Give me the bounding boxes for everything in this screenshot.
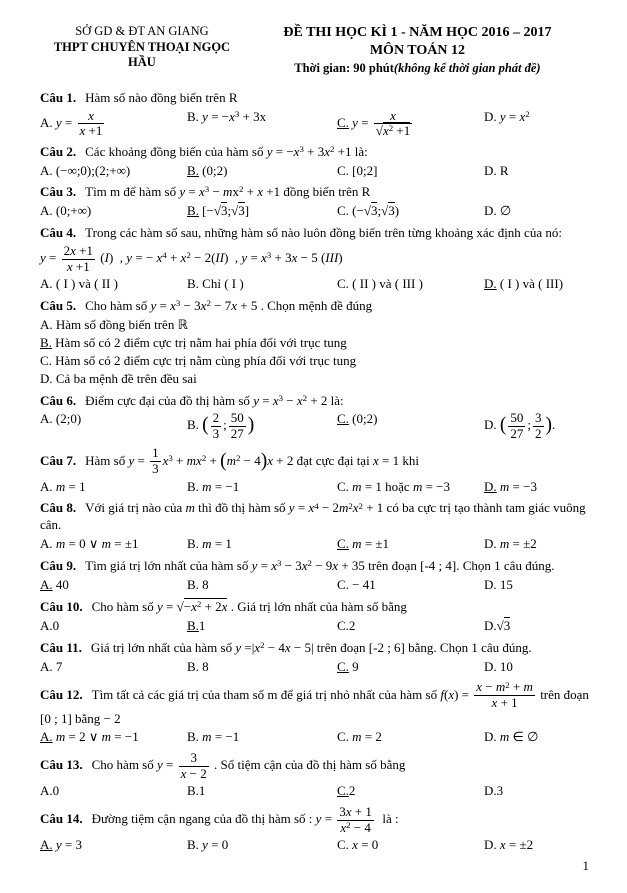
options: [40, 837, 591, 854]
option-letter: D.: [484, 417, 497, 433]
question-label: Câu 4.: [40, 225, 77, 241]
answer-option: [337, 837, 482, 854]
header-right-block: [244, 24, 591, 77]
answer-option: [484, 411, 591, 441]
answer-option: [484, 163, 591, 180]
header-left-block: [40, 24, 244, 77]
options: [40, 729, 591, 746]
answer-option: [40, 109, 185, 139]
question-line: [40, 144, 591, 161]
option-text: (2;0): [52, 411, 82, 427]
answer-option: [337, 783, 482, 800]
option-text: y = 3: [55, 837, 83, 853]
option-letter: B.: [187, 417, 199, 433]
answer-option: [484, 536, 591, 553]
option-letter: D.: [484, 577, 497, 593]
option-letter: B.: [187, 617, 199, 633]
option-text: 0: [52, 617, 60, 633]
answer-option: [40, 276, 185, 293]
option-text: Hàm số có 2 điểm cực trị nằm cùng phía đối với trục tung: [51, 352, 357, 368]
option-letter: D.: [484, 536, 497, 552]
options: [40, 317, 591, 388]
option-text: Hàm số có 2 điểm cực trị nằm hai phía đối với trục tung: [51, 334, 347, 350]
options: [40, 783, 591, 800]
option-text: $y = x^2$: [499, 108, 530, 124]
option-text: 15: [496, 577, 513, 593]
option-letter: B.: [187, 108, 199, 124]
option-text: Chỉ ( I ): [198, 276, 244, 292]
option-letter: A.: [40, 658, 53, 674]
option-letter: C.: [337, 203, 349, 219]
option-text: x = ±2: [499, 837, 534, 853]
question: [40, 90, 591, 139]
option-text: [0;2]: [348, 162, 378, 178]
option-letter: B.: [187, 729, 199, 745]
option-text: ( I ) và ( III): [496, 276, 564, 292]
question: [40, 446, 591, 495]
question: [40, 225, 591, 293]
school-name: THPT CHUYÊN THOẠI NGỌC HẦU: [53, 39, 231, 70]
option-text: y = $\frac{x}{√x^2 +1}$: [352, 107, 411, 139]
option-text: (0;2): [348, 411, 378, 427]
option-text: m = ±2: [499, 536, 537, 552]
option-letter: D.: [484, 658, 497, 674]
question-label: Câu 9.: [40, 558, 77, 574]
question-label: Câu 10.: [40, 598, 83, 614]
option-text: ∅: [496, 203, 512, 219]
answer-option: [40, 618, 185, 635]
option-text: (0;+∞): [52, 203, 92, 219]
option-text: 1: [198, 617, 206, 633]
answer-option: [337, 618, 482, 635]
question-text: Hàm số nào đồng biến trên R: [85, 89, 238, 105]
question-label: Câu 7.: [40, 452, 77, 468]
option-text: √3: [496, 617, 511, 633]
exam-duration: [244, 61, 591, 77]
options: [40, 203, 591, 220]
answer-option: [40, 536, 185, 553]
option-letter: A.: [40, 729, 53, 745]
answer-option: [187, 411, 335, 441]
options: [40, 618, 591, 635]
answer-option: [484, 479, 591, 496]
option-text: 9: [348, 658, 359, 674]
question: [40, 500, 591, 553]
option-text: m = −1: [202, 729, 240, 745]
question: [40, 599, 591, 635]
question-text: Các khoảng đồng biến của hàm số $y = -x^3 + 3x^2 +1$ là:: [85, 143, 368, 159]
option-text: − 41: [348, 577, 376, 593]
option-text: 8: [198, 658, 209, 674]
answer-option: [187, 163, 335, 180]
option-letter: A.: [40, 536, 53, 552]
option-letter: B.: [187, 276, 199, 292]
answer-option: [40, 837, 185, 854]
option-letter: C.: [337, 658, 349, 674]
answer-option: [484, 837, 591, 854]
question-text: Tìm giá trị lớn nhất của hàm số $y = x^3 - 3x^2 - 9x + 35$ trên đoạn [-4 ; 4]. Chọn 1 câu đúng.: [85, 558, 555, 574]
option-text: m = 0 ∨ m = ±1: [55, 536, 139, 552]
option-text: ( $\frac{2}{3}$ ; $\frac{50}{27}$ ): [202, 410, 255, 441]
question-label: Câu 3.: [40, 184, 77, 200]
option-letter: C.: [337, 536, 349, 552]
option-text: m = 2 ∨ m = −1: [55, 729, 139, 745]
answer-option: [484, 276, 591, 293]
options: [40, 577, 591, 594]
option-letter: D.: [484, 276, 497, 292]
option-text: (−√3;√3): [348, 203, 400, 219]
option-letter: C.: [337, 411, 349, 427]
question-label: Câu 12.: [40, 686, 83, 702]
answer-option: [187, 729, 335, 746]
question: [40, 184, 591, 220]
question: [40, 558, 591, 594]
option-letter: C.: [337, 162, 349, 178]
option-text: 3: [496, 783, 504, 799]
question-text: Với giá trị nào của m thì đồ thị hàm số $y = x^4 - 2m^2x^2 + 1$ có ba cực trị tạo thành tam giác vuông cân.: [40, 500, 586, 533]
page-number: 1: [582, 858, 589, 874]
question-text: Giá trị lớn nhất của hàm số $y =|x^2 - 4x - 5|$ trên đoạn [-2 ; 6] bằng. Chọn 1 câu đúng.: [90, 639, 532, 655]
option-letter: A.: [40, 316, 53, 332]
answer-option: [40, 659, 185, 676]
answer-option: [40, 577, 185, 594]
duration-note: (không kể thời gian phát đề): [393, 61, 541, 75]
option-text: m = 1: [202, 536, 232, 552]
question-line: [40, 90, 591, 107]
question-line: [40, 558, 591, 575]
answer-option: [40, 163, 185, 180]
option-text: ( $\frac{50}{27}$ ; $\frac{3}{2}$ ).: [499, 410, 556, 441]
question-line: [40, 184, 591, 201]
option-letter: C.: [337, 729, 349, 745]
option-letter: B.: [187, 658, 199, 674]
question: [40, 805, 591, 854]
option-letter: A.: [40, 478, 53, 494]
option-text: m ∈ ∅: [499, 729, 539, 745]
questions-list: [40, 90, 591, 855]
option-text: 2: [348, 617, 356, 633]
options: [40, 163, 591, 180]
answer-option: [337, 109, 482, 139]
option-letter: D.: [484, 783, 497, 799]
answer-option: [40, 371, 591, 388]
answer-option: [40, 729, 185, 746]
option-letter: B.: [187, 203, 199, 219]
question-label: Câu 6.: [40, 392, 77, 408]
answer-option: [187, 203, 335, 220]
option-text: y = $\frac{x}{x +1}$: [55, 107, 103, 139]
option-letter: D.: [484, 108, 497, 124]
option-text: $y = -x^3 + 3x$: [202, 108, 267, 124]
question-text: Cho hàm số y = $\frac{3}{x - 2}$ . Số tiệm cận của đồ thị hàm số bằng: [91, 750, 406, 781]
option-letter: A.: [40, 783, 53, 799]
answer-option: [40, 783, 185, 800]
option-text: ( II ) và ( III ): [348, 276, 423, 292]
option-text: y = 0: [202, 837, 229, 853]
duration-text: Thời gian: 90 phút: [294, 61, 394, 75]
answer-option: [484, 729, 591, 746]
question-formula: y = $\frac{2x +1}{x +1}$ (I) , y = − $x^4 + x^2 - 2(II)$ , $y = x^3 + 3x - 5$ (III): [40, 243, 343, 274]
options: [40, 276, 591, 293]
option-text: 8: [198, 577, 209, 593]
option-letter: C.: [337, 577, 349, 593]
option-letter: C.: [40, 352, 52, 368]
question-label: Câu 1.: [40, 89, 77, 105]
options: [40, 536, 591, 553]
options: [40, 411, 591, 441]
question-label: Câu 5.: [40, 298, 77, 314]
answer-option: [40, 353, 591, 370]
question-label: Câu 11.: [40, 639, 82, 655]
option-letter: A.: [40, 203, 53, 219]
answer-option: [337, 479, 482, 496]
answer-option: [187, 618, 335, 635]
option-text: 7: [52, 658, 63, 674]
answer-option: [40, 479, 185, 496]
option-text: 40: [52, 577, 69, 593]
answer-option: [187, 276, 335, 293]
question: [40, 680, 591, 746]
option-text: m = 1: [55, 478, 86, 494]
option-text: ( I ) và ( II ): [52, 276, 118, 292]
question-text: Cho hàm số $y = √-x^2 + 2x$ . Giá trị lớn nhất của hàm số bằng: [91, 598, 407, 614]
answer-option: [337, 276, 482, 293]
answer-option: [337, 411, 482, 441]
subject-title: MÔN TOÁN 12: [369, 42, 465, 58]
option-letter: D.: [40, 370, 53, 386]
option-letter: C.: [337, 478, 349, 494]
question: [40, 393, 591, 442]
question-text: Cho hàm số $y = x^3 - 3x^2 - 7x + 5$ . Chọn mệnh đề đúng: [85, 298, 373, 314]
option-letter: D.: [484, 837, 497, 853]
answer-option: [484, 659, 591, 676]
answer-option: [187, 479, 335, 496]
option-letter: B.: [187, 536, 199, 552]
option-letter: D.: [484, 729, 497, 745]
option-text: m = 1 hoặc m = −3: [352, 478, 450, 494]
answer-option: [484, 618, 591, 635]
question-line: [40, 225, 591, 242]
question-line: [40, 599, 591, 616]
option-letter: A.: [40, 114, 53, 130]
option-letter: B.: [187, 837, 199, 853]
option-text: (−∞;0);(2;+∞): [52, 162, 131, 178]
answer-option: [337, 729, 482, 746]
answer-option: [337, 577, 482, 594]
option-text: x = 0: [352, 837, 379, 853]
answer-option: [187, 577, 335, 594]
question-text: Hàm số y = $\frac{1}{3}$ $x^3 + mx^2 + (m^2 - 4)x + 2$ đạt cực đại tại x = 1 khi: [85, 445, 419, 477]
question: [40, 751, 591, 800]
answer-option: [40, 203, 185, 220]
answer-option: [40, 335, 591, 352]
answer-option: [484, 203, 591, 220]
question-line: [40, 500, 591, 534]
question-line: [40, 751, 591, 781]
answer-option: [187, 536, 335, 553]
question-line: [40, 680, 591, 727]
question-text: Tìm tất cả các giá trị của tham số m để giá trị nhỏ nhất của hàm số f(x) = $\frac{x - m^2 + m}{x + 1}$ trên đoạn [0 ; 1] bằng − 2: [40, 679, 589, 726]
question: [40, 144, 591, 180]
question-label: Câu 8.: [40, 500, 77, 516]
option-text: m = −1: [202, 478, 240, 494]
question-text: Điểm cực đại của đồ thị hàm số $y = x^3 - x^2 + 2$ là:: [85, 392, 344, 408]
option-letter: D.: [484, 617, 497, 633]
question-line: [40, 298, 591, 315]
option-letter: C.: [337, 617, 349, 633]
option-letter: B.: [40, 334, 52, 350]
option-letter: D.: [484, 478, 497, 494]
question: [40, 640, 591, 676]
answer-option: [40, 317, 591, 334]
question-text: Đường tiệm cận ngang của đồ thị hàm số : y = $\frac{3x + 1}{x^2 - 4}$ là :: [91, 804, 399, 835]
option-text: m = −3: [499, 478, 537, 494]
option-letter: B.: [187, 478, 199, 494]
option-letter: C.: [337, 276, 349, 292]
question-text: Trong các hàm số sau, những hàm số nào luôn đồng biến trên từng khoảng xác định của nó:: [85, 225, 562, 241]
answer-option: [337, 203, 482, 220]
question-label: Câu 2.: [40, 143, 77, 159]
answer-option: [337, 659, 482, 676]
options: [40, 109, 591, 139]
option-text: Cả ba mệnh đề trên đều sai: [52, 370, 197, 386]
answer-option: [337, 163, 482, 180]
question: [40, 298, 591, 387]
option-text: 0: [52, 783, 60, 799]
question-line: [40, 640, 591, 657]
option-letter: C.: [337, 783, 349, 799]
question-text: Tìm m để hàm số $y = x^3 - mx^2 + x +1$ đồng biến trên R: [85, 184, 371, 200]
option-letter: C.: [337, 114, 349, 130]
question-line: [40, 446, 591, 476]
option-letter: A.: [40, 276, 53, 292]
option-text: Hàm số đồng biến trên ℝ: [52, 316, 188, 332]
question-label: Câu 14.: [40, 811, 83, 827]
option-letter: A.: [40, 411, 53, 427]
exam-header: [40, 24, 591, 77]
answer-option: [187, 783, 335, 800]
option-text: 2: [348, 783, 356, 799]
question-line: [40, 393, 591, 410]
option-letter: A.: [40, 617, 53, 633]
answer-option: [187, 109, 335, 139]
option-text: m = 2: [352, 729, 382, 745]
answer-option: [40, 411, 185, 441]
option-letter: A.: [40, 577, 53, 593]
option-letter: A.: [40, 162, 53, 178]
answer-option: [187, 659, 335, 676]
option-text: (0;2): [198, 162, 228, 178]
option-letter: B.: [187, 162, 199, 178]
options: [40, 479, 591, 496]
answer-option: [484, 783, 591, 800]
option-letter: B.: [187, 783, 199, 799]
question-line: [40, 805, 591, 835]
question-label: Câu 13.: [40, 757, 83, 773]
option-text: m = ±1: [352, 536, 390, 552]
option-letter: A.: [40, 837, 53, 853]
option-text: 10: [496, 658, 513, 674]
answer-option: [337, 536, 482, 553]
option-letter: B.: [187, 577, 199, 593]
exam-title: ĐỀ THI HỌC KÌ 1 - NĂM HỌC 2016 – 2017: [283, 25, 552, 40]
option-letter: C.: [337, 837, 349, 853]
options: [40, 659, 591, 676]
option-text: [−√3;√3]: [198, 203, 250, 219]
answer-option: [484, 577, 591, 594]
option-letter: D.: [484, 162, 497, 178]
option-text: R: [496, 162, 509, 178]
department-name: SỞ GD & ĐT AN GIANG: [75, 24, 209, 38]
answer-option: [484, 109, 591, 139]
option-letter: D.: [484, 203, 497, 219]
option-text: 1: [198, 783, 206, 799]
answer-option: [187, 837, 335, 854]
